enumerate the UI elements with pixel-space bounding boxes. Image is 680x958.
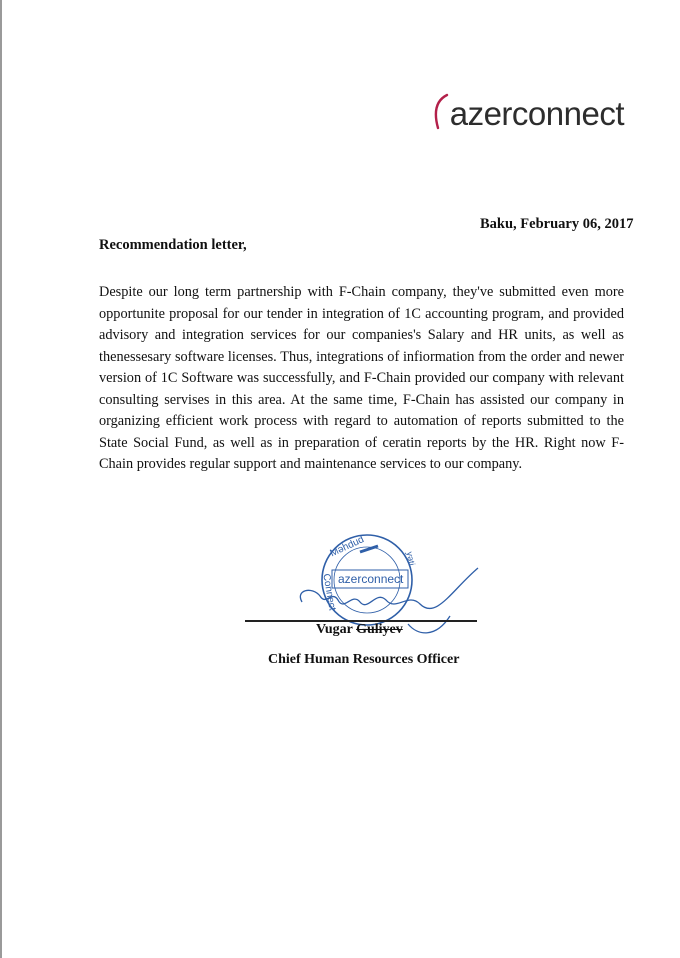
company-logo <box>431 92 624 130</box>
stamp-center-text: azerconnect <box>338 572 404 586</box>
letter-date: Baku, February 06, 2017 <box>480 216 634 232</box>
signatory-first-name: Vugar <box>316 622 353 637</box>
signatory-name <box>316 622 403 638</box>
page-edge <box>0 0 2 958</box>
letter-body: Despite our long term partnership with F-Chain company, they've submitted even more opportunite proposal for our tender in integration of 1C accounting program, and provided advisory and integration services for our companies's Salary and HR units, as well as thenessesary software licenses. Thus, integrations of infiormation from the order and newer version of 1C Software was successfully, and F-Chain provided our company with relevant consulting servises in this area. At the same time, F-Chain has assisted our company in organizing efficient work process with regard to automation of reports submitted to the State Social Fund, as well as in preparation of ceratin reports by the HR. Right now F-Chain provides regular support and maintenance services to our company. <box>99 284 624 472</box>
signatory-title: Chief Human Resources Officer <box>268 652 460 667</box>
logo-text: azerconnect <box>449 95 624 132</box>
logo-swoosh-icon <box>431 92 449 130</box>
stamp-left-text: Connect <box>320 572 338 612</box>
letter-heading: Recommendation letter, <box>99 237 247 253</box>
signatory-last-name: Guliyev <box>356 622 403 637</box>
stamp-right-text: yəti <box>404 550 417 567</box>
stamp-top-text: Məhdud <box>328 534 366 560</box>
